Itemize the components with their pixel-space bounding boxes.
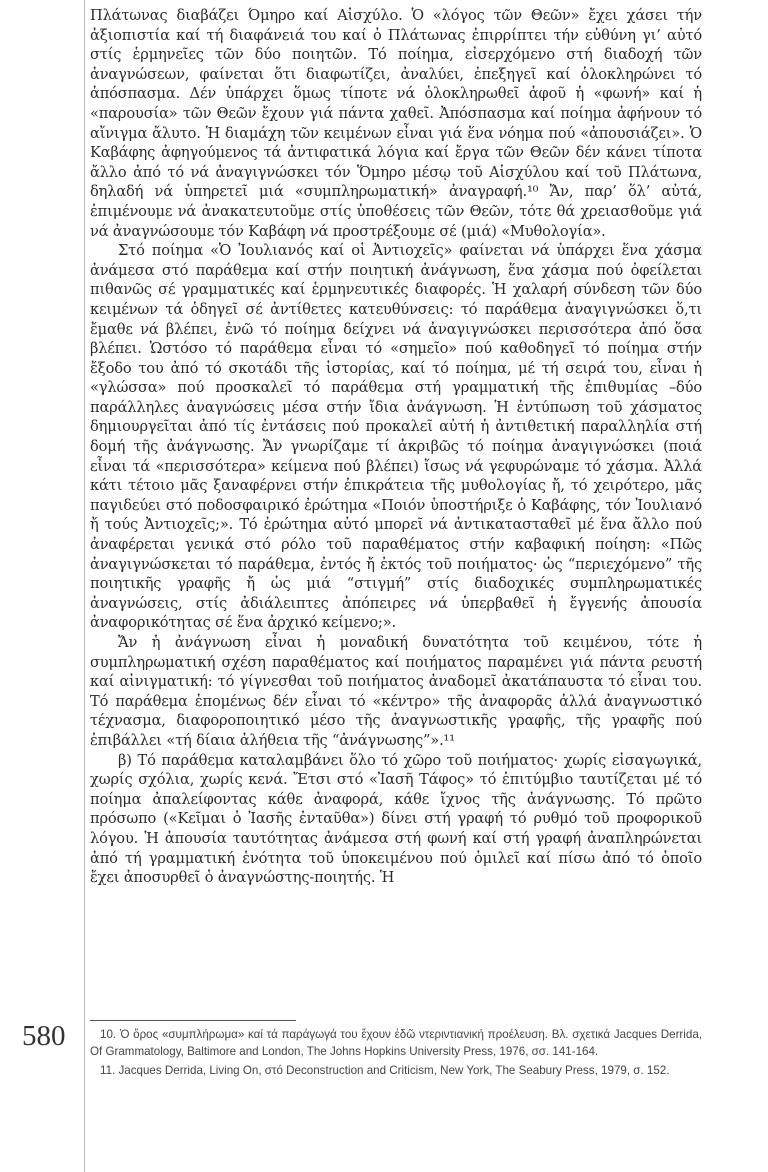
paragraph: β) Τό παράθεμα καταλαμβάνει ὅλο τό χῶρο τοῦ ποιήματος· χωρίς εἰσαγωγικά, χωρίς σχόλια, χωρίς κενά. Ἔτσι στό «Ἰασῆ Τάφος» τό ἐπιτύμβιο ταυτίζεται μέ τό ποίημα ἀπαλείφοντας κάθε ἀναφορά, κάθε ἴχνος τῆς ἀνάγνωσης. Τό πρῶτο πρόσωπο («Κεῖμαι ὁ Ἰασῆς ἐνταῦθα») δίνει στή γραφή τό ρυθμό τοῦ προφορικοῦ λόγου. Ἡ ἀπουσία ταυτότητας ἀνάμεσα στή φωνή καί στή γραφή ἀναπληρώνεται ἀπό τή γραμματική ἑνότητα τοῦ ὑποκειμένου πού ὁμιλεῖ καί πίσω ἀπό τό ὁποῖο ἔχει ἀποσυρθεῖ ὁ ἀναγνώστης-ποιητής. Ἡ [90,751,702,887]
footnote: 11. Jacques Derrida, Living On, στό Deconstruction and Criticism, New York, The Seabury Press, 1979, σ. 152. [100,1064,670,1077]
margin-rule [84,0,85,1172]
body-text [90,6,702,888]
footnote-divider [90,1020,296,1021]
footnotes [90,1026,702,1081]
paragraph: Στό ποίημα «Ὁ Ἰουλιανός καί οἱ Ἀντιοχεῖς» φαίνεται νά ὑπάρχει ἕνα χάσμα ἀνάμεσα στό παράθεμα καί στήν ποιητική ἀνάγνωση, ἕνα χάσμα πού ὀφείλεται πιθανῶς σέ γραμματικές καί ἑρμηνευτικές διαφορές. Ἡ χαλαρή σύνδεση τῶν δύο κειμένων τά ὁδηγεῖ σέ ἀντίθετες κατευθύνσεις: τό παράθεμα ἀναγιγνώσκει ὅ,τι ἔμαθε νά βλέπει, ἐνῶ τό ποίημα δείχνει νά ἀναγιγνώσκει περισσότερα ἀπό ὅσα βλέπει. Ὡστόσο τό παράθεμα εἶναι τό «σημεῖο» πού καθοδηγεῖ τό ποίημα στήν ἔξοδο του ἀπό τό σκοτάδι τῆς ἱστορίας, καί τό ποίημα, μέ τή σειρά του, εἶναι ἡ «γλώσσα» πού προσκαλεῖ τό παράθεμα στή γραμματική τῆς ἐπιθυμίας –δύο παράλληλες ἀναγνώσεις μέσα στήν ἴδια ἀνάγνωση. Ἡ ἐντύπωση τοῦ χάσματος δημιουργεῖται ἀπό τίς ἐντάσεις πού προκαλεῖ αὐτή ἡ ἀντιθετική παραλληλία στή δομή τῆς ἀνάγνωσης. Ἄν γνωρίζαμε τί ἀκριβῶς τό ποίημα ἀναγιγνώσκει (ποιά εἶναι τά «περισσότερα» κείμενα πού βλέπει) ἴσως νά γεφυρώναμε τό χάσμα. Ἀλλά κάτι τέτοιο μᾶς ξαναφέρνει στήν ἐπικράτεια τῆς μυθολογίας ἤ, τό χειρότερο, μᾶς παγιδεύει στό ποδοσφαιρικό ἐρώτημα «Ποιόν ὑποστήριξε ὁ Καβάφης, τόν Ἰουλιανό ἤ τούς Ἀντιοχεῖς;». Τό ἐρώτημα αὐτό μπορεῖ νά ἀντικατασταθεῖ μέ ἕνα ἄλλο πού ἀναφέρεται γενικά στό ρόλο τοῦ παραθέματος στήν καβαφική ποίηση: «Πῶς ἀναγιγνώσκεται τό παράθεμα, ἐντός ἤ ἐκτός τοῦ ποιήματος· ὡς “περιεχόμενο” τῆς ποιητικῆς γραφῆς ἤ ὡς μιά “στιγμή” στίς διαδοχικές συμπληρωματικές ἀναγνώσεις, στίς ἀδιάλειπτες ἀπόπειρες νά ὑπερβαθεῖ ἡ ἔγγενής ἀπουσία ἀναφορικότητας σέ ἕνα ἀρχικό κείμενο;». [90,242,702,632]
page-number: 580 [22,1020,66,1052]
footnote: 10. Ὁ ὅρος «συμπλήρωμα» καί τά παράγωγά του ἔχουν ἐδῶ ντεριντιανική προέλευση. Βλ. σχετικά Jacques Derrida, Of Grammatology, Baltimore and London, The Johns Hopkins University Press, 1976, σσ. 141-164. [90,1028,702,1058]
paragraph: Πλάτωνας διαβάζει Όμηρο καί Αἰσχύλο. Ὁ «λόγος τῶν Θεῶν» ἔχει χάσει τήν ἀξιοπιστία καί τή διαφάνειά του καί ὁ Πλάτωνας ἐπιρρίπτει τήν εὐθύνη γι’ αὐτό στίς ἑρμηνεῖες τῶν δύο ποιητῶν. Τό ποίημα, εἰσερχόμενο στή διαδοχή τῶν ἀναγνώσεων, φαίνεται ὅτι διαφωτίζει, ἀναλύει, ἐπεξηγεῖ καί ὁλοκληρώνει τό ἀπόσπασμα. Δέν ὑπάρχει ὅμως τίποτε νά ὁλοκληρωθεῖ ἀφοῦ ἡ «φωνή» καί ἡ «παρουσία» τῶν Θεῶν ἔχουν γιά πάντα χαθεῖ. Ἀπόσπασμα καί ποίημα ἀφήνουν τό αἴνιγμα ἄλυτο. Ἡ διαμάχη τῶν κειμένων εἶναι γιά ἕνα νόημα πού «ἀπουσιάζει». Ὁ Καβάφης ἀφηγούμενος τά ἀντιφατικά λόγια καί ἔργα τῶν Θεῶν δέν κάνει τίποτα ἄλλο ἀπό τό νά ἀναγιγνώσκει τόν Ὅμηρο μέσῳ τοῦ Αἰσχύλου καί τοῦ Πλάτωνα, δηλαδή νά ὑπηρετεῖ μιά «συμπληρωματική» ἀναγραφή.¹⁰ Ἄν, παρ’ ὅλ’ αὐτά, ἐπιμένουμε νά ἀνακατευτοῦμε στίς ὑποθέσεις τῶν Θεῶν, τότε θά χρειασθοῦμε γιά νά ἀναγνώσουμε τόν Καβάφη νά προστρέξουμε σέ (μιά) «Μυθολογία». [90,7,702,240]
paragraph: Ἄν ἡ ἀνάγνωση εἶναι ἡ μοναδική δυνατότητα τοῦ κειμένου, τότε ἡ συμπληρωματική σχέση παραθέματος καί ποιήματος παραμένει γιά πάντα ρευστή καί αἰνιγματική: τό γίγνεσθαι τοῦ ποιήματος ἀναδομεῖ ἀκατάπαυστα τό εἶναι του. Τό παράθεμα ἑπομένως δέν εἶναι τό «κέντρο» τῆς ἀναφορᾶς ἀλλά ἀναγνωστικό τέχνασμα, διαφοροποιητικό μέσο τῆς ἀναγνωστικῆς γραφῆς, τῆς γραφῆς πού ἐπιβάλλει «τή δίαια ἀλήθεια τῆς “ἀνάγνωσης”».¹¹ [90,634,702,749]
